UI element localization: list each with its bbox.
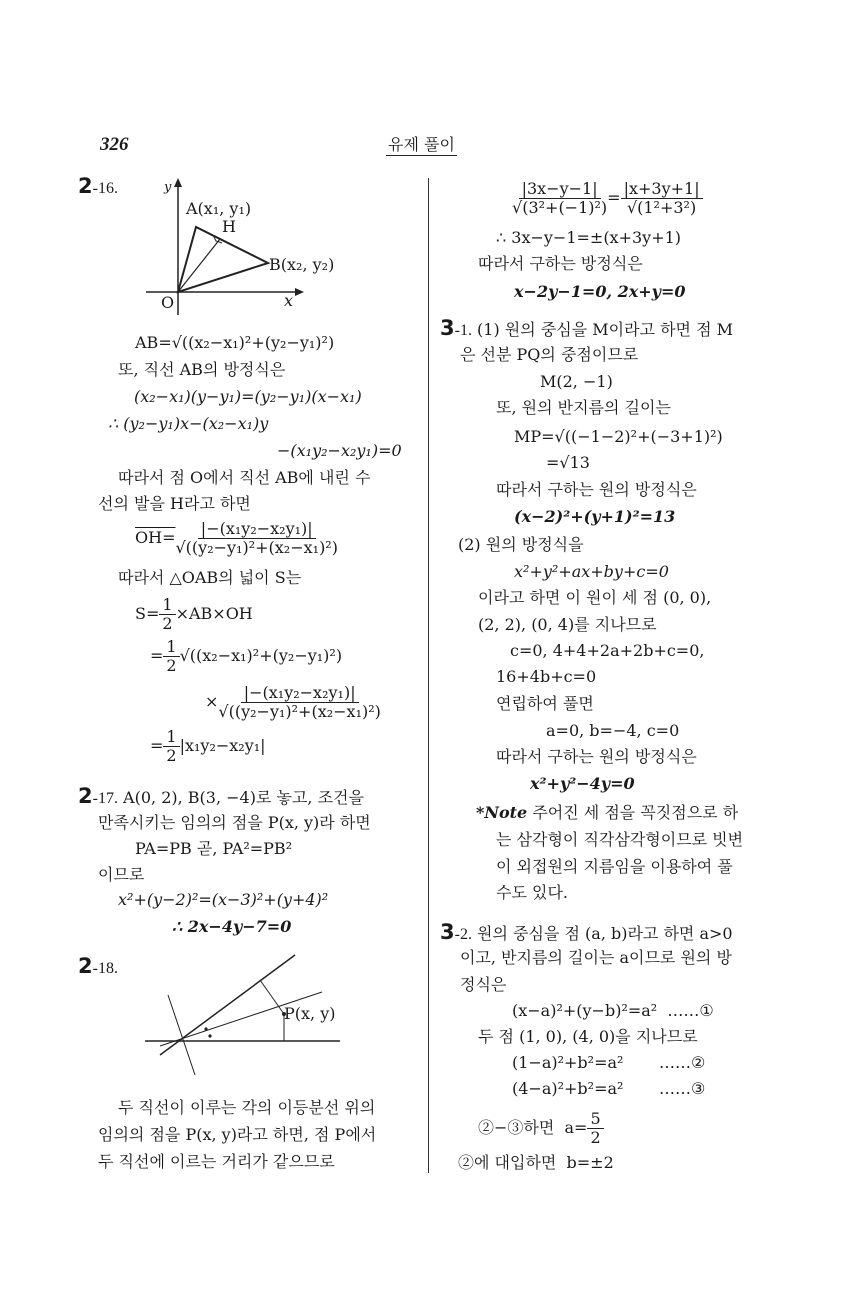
text-line: 두 직선에 이르는 거리가 같으므로 <box>98 1152 335 1171</box>
solve-a: ②−③하면 a= $\frac{5}{2}$ <box>478 1110 604 1147</box>
note-line: *Note 주어진 세 점을 꼭짓점으로 하 <box>476 803 739 822</box>
math-line: c=0, 4+4+2a+2b+c=0, <box>510 641 705 660</box>
equation-2: (1−a)²+b²=a² ……② <box>512 1053 706 1072</box>
math-line: PA=PB 곧, PA²=PB² <box>135 839 293 858</box>
problem-label-2-18: 2-18. <box>78 954 118 978</box>
text-line: 따라서 점 O에서 직선 AB에 내린 수 <box>118 468 371 487</box>
text-line: 연립하여 풀면 <box>496 694 594 713</box>
page-number: 326 <box>100 134 129 155</box>
math-line: a=0, b=−4, c=0 <box>546 721 680 740</box>
text-line: 따라서 구하는 방정식은 <box>478 254 643 273</box>
problem-label-3-2: 3-2. 원의 중심을 점 (a, b)라고 하면 a>0 <box>440 920 733 944</box>
text-line: 는 삼각형이 직각삼각형이므로 빗변 <box>496 830 744 849</box>
area-formula-4: = $\frac{1}{2}$ |x₁y₂−x₂y₁| <box>150 727 266 765</box>
distance-equation: $\frac{|3x-y-1|}{\text{√(3²+(−1)²)}}$ = $\frac{|x+3y+1|}{\text{√(1²+3²)}}$ <box>512 180 703 217</box>
area-formula-3: × $\frac{\text{|−(x₁y₂−x₂y₁)|}}{\text{√((y₂−y₁)²+(x₂−x₁)²)}}$ <box>205 683 381 721</box>
text-line: 이 외접원의 지름임을 이용하여 풀 <box>496 857 733 876</box>
problem-label-3-1: 3-1. (1) 원의 중심을 M이라고 하면 점 M <box>440 316 734 340</box>
math-line: ∴ 3x−y−1=±(x+3y+1) <box>496 228 682 247</box>
text-line: 은 선분 PQ의 중점이므로 <box>460 345 639 364</box>
text-line: 만족시키는 임의의 점을 P(x, y)라 하면 <box>98 813 371 832</box>
text-line: 임의의 점을 P(x, y)라고 하면, 점 P에서 <box>98 1125 377 1144</box>
math-line: AB=√((x₂−x₁)²+(y₂−y₁)²) <box>135 333 335 352</box>
text-line: 두 점 (1, 0), (4, 0)을 지나므로 <box>478 1027 698 1046</box>
section-title: 유제 풀이 <box>388 135 455 154</box>
math-line: (x₂−x₁)(y−y₁)=(y₂−y₁)(x−x₁) <box>134 387 362 406</box>
text-line: 따라서 구하는 원의 방정식은 <box>496 480 697 499</box>
math-line: x²+(y−2)²=(x−3)²+(y+4)² <box>118 890 329 909</box>
text-line: 두 직선이 이루는 각의 이등분선 위의 <box>118 1098 376 1117</box>
point-b-label: B(x₂, y₂) <box>269 255 335 274</box>
area-formula-2: = $\frac{1}{2}$ √((x₂−x₁)²+(y₂−y₁)²) <box>150 637 343 675</box>
text-line: 정식은 <box>460 975 507 994</box>
text-line: 이라고 하면 이 원이 세 점 (0, 0), <box>478 588 712 607</box>
text-line: 이므로 <box>98 865 145 884</box>
point-h-label: H <box>222 217 236 236</box>
point-p-label: P(x, y) <box>284 1004 336 1023</box>
text-line: 또, 원의 반지름의 길이는 <box>496 398 671 417</box>
solve-b: ②에 대입하면 b=±2 <box>458 1153 614 1172</box>
problem-label-2-16: 2-16. <box>78 174 118 198</box>
text-line: (2, 2), (0, 4)를 지나므로 <box>478 615 657 634</box>
answer: (x−2)²+(y+1)²=13 <box>514 507 676 526</box>
text-line: 수도 있다. <box>496 883 568 902</box>
answer: x−2y−1=0, 2x+y=0 <box>514 282 686 301</box>
text-line: 따라서 구하는 원의 방정식은 <box>496 747 697 766</box>
equation-1: (x−a)²+(y−b)²=a² ……① <box>512 1001 714 1020</box>
math-line: ∴ (y₂−y₁)x−(x₂−x₁)y <box>108 414 269 433</box>
area-formula-1: S= $\frac{1}{2}$ ×AB×OH <box>135 595 253 633</box>
problem-label-2-17: 2-17. A(0, 2), B(3, −4)로 놓고, 조건을 <box>78 784 364 808</box>
equation-3: (4−a)²+b²=a² ……③ <box>512 1079 706 1098</box>
text-line: (2) 원의 방정식을 <box>458 535 584 554</box>
math-line: 16+4b+c=0 <box>496 667 597 686</box>
origin-label: O <box>161 293 175 312</box>
text-line: 또, 직선 AB의 방정식은 <box>118 360 286 379</box>
y-axis-label: y <box>164 180 172 195</box>
math-line: x²+y²+ax+by+c=0 <box>514 562 669 581</box>
text-line: 따라서 △OAB의 넓이 S는 <box>118 568 302 587</box>
oh-formula: OH= $\frac{\text{|−(x₁y₂−x₂y₁)|}}{\text{√((y₂−y₁)²+(x₂−x₁)²)}}$ <box>135 519 338 557</box>
text-line: 이고, 반지름의 길이는 a이므로 원의 방 <box>460 948 732 967</box>
math-line: =√13 <box>546 453 590 472</box>
x-axis-label: x <box>284 291 294 310</box>
answer: ∴ 2x−4y−7=0 <box>172 917 292 936</box>
math-line: −(x₁y₂−x₂y₁)=0 <box>277 441 402 460</box>
column-divider <box>428 178 429 1173</box>
math-line: MP=√((−1−2)²+(−3+1)²) <box>514 427 723 446</box>
text-line: 선의 발을 H라고 하면 <box>98 494 251 513</box>
answer: x²+y²−4y=0 <box>530 774 635 793</box>
point-a-label: A(x₁, y₁) <box>186 199 252 218</box>
math-line: M(2, −1) <box>540 372 613 391</box>
